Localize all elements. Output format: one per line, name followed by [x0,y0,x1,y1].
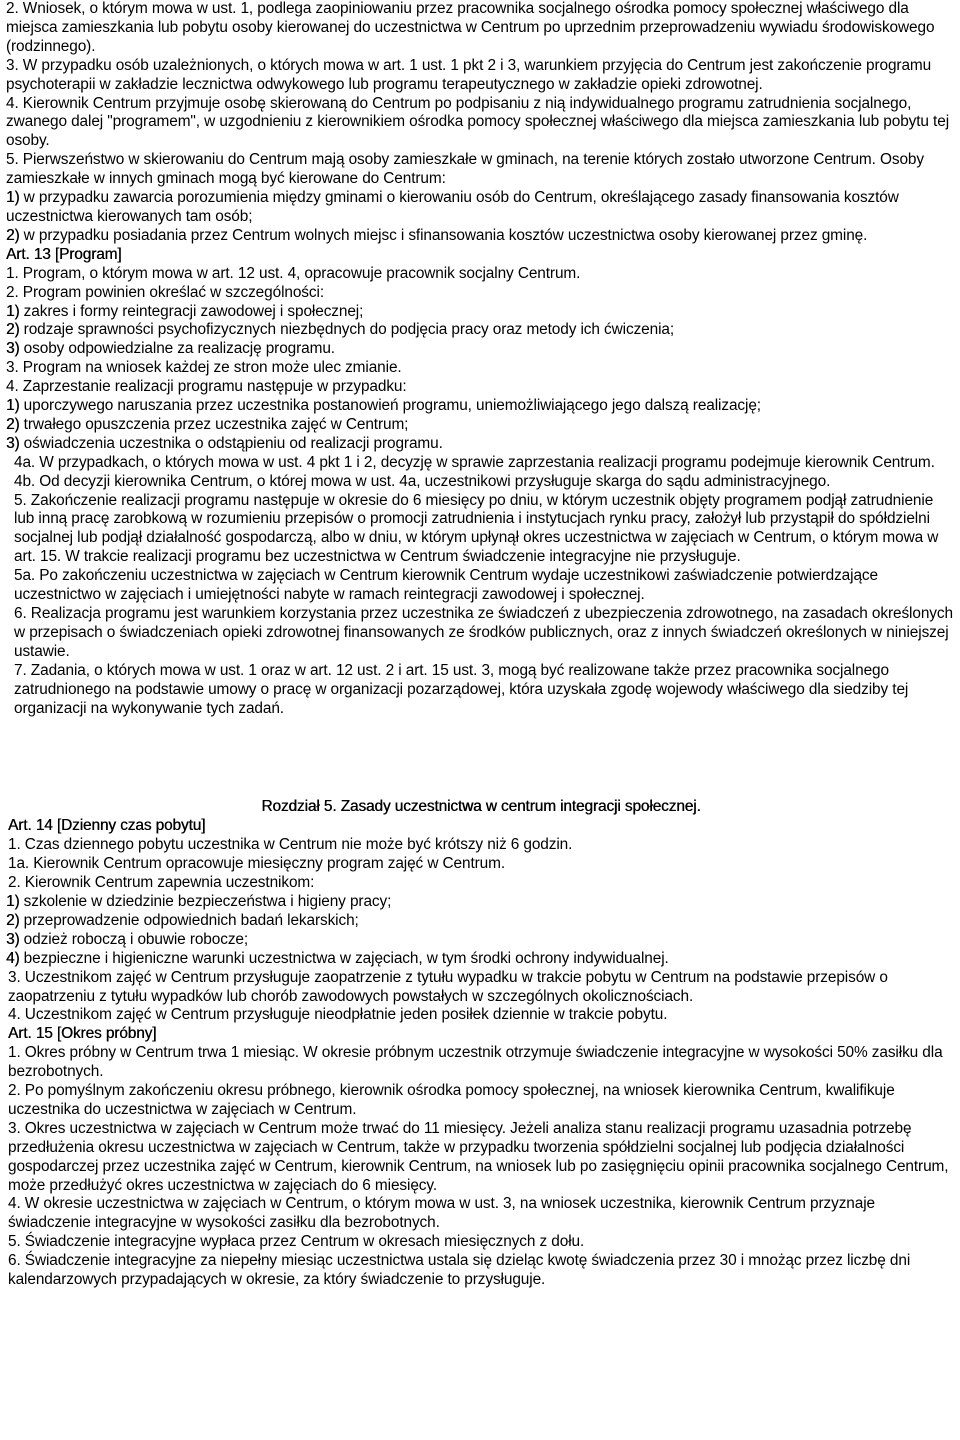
document-page [6,0,956,1290]
item-number: 1) [6,397,20,415]
item-number: 2) [6,911,20,929]
item-text: w przypadku zawarcia porozumienia między gminami o kierowaniu osób do Centrum, określającego zasady finansowania kosztów uczestnictwa kierowanych tam osób; [6,189,899,225]
art13-p4-item-3 [6,435,956,454]
item-text: rodzaje sprawności psychofizycznych niezbędnych do podjęcia pracy oraz metody ich ćwiczenia; [19,321,675,339]
art14-p2-item-2 [6,912,956,931]
item-number: 1) [6,302,20,320]
item-number: 2) [6,226,20,244]
item-number: 3) [6,434,20,452]
art14-p2-item-4 [6,950,956,969]
chapter-title: Rozdział 5. Zasady uczestnictwa w centrum integracji społecznej. [261,798,701,816]
art14-p2-item-3 [6,931,956,950]
item-number: 1) [6,189,20,207]
art13-paragraph-4: 4. Zaprzestanie realizacji programu następuje w przypadku: [6,378,407,396]
art12-item-1 [6,189,956,227]
item-text: trwałego opuszczenia przez uczestnika zajęć w Centrum; [19,415,409,433]
art13-p4-item-1 [6,397,956,416]
art15-paragraph-3: 3. Okres uczestnictwa w zajęciach w Centrum może trwać do 11 miesięcy. Jeżeli analiza stanu realizacji programu uzasadnia potrzebę przedłużenia okresu uczestnictwa w zajęciach w Centrum, także w przypadku tworzenia spółdzielni socjalnej lub podjęcia działalności gospodarczej przez uczestnika zajęć w Centrum, kierownik Centrum, na wniosek lub po zasięgnięciu opinii pracownika socjalnego Centrum, może przedłużyć okres uczestnictwa w zajęciach do 6 miesięcy. [8,1119,949,1194]
art14-paragraph-2: 2. Kierownik Centrum zapewnia uczestnikom: [8,874,315,892]
art13-paragraph-4b: 4b. Od decyzji kierownika Centrum, o której mowa w ust. 4a, uczestnikowi przysługuje skarga do sądu administracyjnego. [14,472,831,490]
art13-paragraph-2: 2. Program powinien określać w szczególności: [6,283,324,301]
art13-paragraph-4a: 4a. W przypadkach, o których mowa w ust. 4 pkt 1 i 2, decyzję w sprawie zaprzestania realizacji programu podejmuje kierownik Centrum. [14,453,935,471]
art13-paragraph-7: 7. Zadania, o których mowa w ust. 1 oraz w art. 12 ust. 2 i art. 15 ust. 3, mogą być realizowane także przez pracownika socjalnego zatrudnionego na podstawie umowy o pracę w organizacji pozarządowej, która uzyskała zgodę wojewody właściwego dla siedziby tej organizacji na wykonywanie tych zadań. [14,661,909,717]
art15-heading: Art. 15 [Okres próbny] [8,1025,157,1043]
art15-paragraph-5: 5. Świadczenie integracyjne wypłaca przez Centrum w okresach miesięcznych z dołu. [8,1233,585,1251]
section-spacer [6,718,956,792]
art13-heading: Art. 13 [Program] [6,245,122,263]
art15-paragraph-4: 4. W okresie uczestnictwa w zajęciach w Centrum, o którym mowa w ust. 3, na wniosek uczestnika, kierownik Centrum przyznaje świadczenie integracyjne w wysokości zasiłku dla bezrobotnych. [8,1195,875,1232]
art13-p2-item-3 [6,340,956,359]
art15-paragraph-2: 2. Po pomyślnym zakończeniu okresu próbnego, kierownik ośrodka pomocy społecznej, na wniosek kierownika Centrum, kwalifikuje uczestnika do uczestnictwa w zajęciach w Centrum. [8,1082,895,1118]
item-text: odzież roboczą i obuwie robocze; [19,930,249,948]
art15-paragraph-6: 6. Świadczenie integracyjne za niepełny miesiąc uczestnictwa ustala się dzieląc kwotę świadczenia przez 30 i mnożąc przez liczbę dni kalendarzowych przypadających w okresie, za który świadczenie to przysługuje. [8,1252,911,1289]
art12-paragraph-2: 2. Wniosek, o którym mowa w ust. 1, podlega zaopiniowaniu przez pracownika socjalnego ośrodka pomocy społecznej właściwego dla miejsca zamieszkania lub pobytu osoby kierowanej do uczestnictwa w Centrum po uprzednim przeprowadzeniu wywiadu środowiskowego (rodzinnego). [6,0,935,55]
item-text: bezpieczne i higieniczne warunki uczestnictwa w zajęciach, w tym środki ochrony indywidualnej. [19,949,669,967]
item-number: 3) [6,930,20,948]
art14-paragraph-1a: 1a. Kierownik Centrum opracowuje miesięczny program zajęć w Centrum. [8,855,506,873]
art13-paragraph-3: 3. Program na wniosek każdej ze stron może ulec zmianie. [6,359,402,377]
art13-paragraph-5a: 5a. Po zakończeniu uczestnictwa w zajęciach w Centrum kierownik Centrum wydaje uczestnikowi zaświadczenie potwierdzające uczestnictwo w zajęciach i umiejętności nabyte w ramach reintegracji zawodowej i społecznej. [14,567,878,604]
item-text: przeprowadzenie odpowiednich badań lekarskich; [19,911,359,929]
art13-paragraph-5: 5. Zakończenie realizacji programu następuje w okresie do 6 miesięcy po dniu, w którym uczestnik objęty programem podjął zatrudnienie lub inną pracę zarobkową w rozumieniu przepisów o promocji zatrudnienia i instytucjach rynku pracy, założył lub przystąpił do spółdzielni socjalnej lub podjął działalność gospodarczą, albo w dniu, w którym upłynął okres uczestnictwa w zajęciach w Centrum, o którym mowa w art. 15. W trakcie realizacji programu bez uczestnictwa w Centrum świadczenie integracyjne nie przysługuje. [14,491,939,566]
item-text: zakres i formy reintegracji zawodowej i społecznej; [19,302,364,320]
art15-paragraph-1: 1. Okres próbny w Centrum trwa 1 miesiąc. W okresie próbnym uczestnik otrzymuje świadczenie integracyjne w wysokości 50% zasiłku dla bezrobotnych. [8,1044,943,1081]
art13-paragraph-1: 1. Program, o którym mowa w art. 12 ust. 4, opracowuje pracownik socjalny Centrum. [6,264,581,282]
art14-paragraph-1: 1. Czas dziennego pobytu uczestnika w Centrum nie może być krótszy niż 6 godzin. [8,836,573,854]
item-number: 2) [6,415,20,433]
art13-paragraph-6: 6. Realizacja programu jest warunkiem korzystania przez uczestnika ze świadczeń z ubezpieczenia zdrowotnego, na zasadach określonych w przepisach o świadczeniach opieki zdrowotnej finansowanych ze środków publicznych, oraz z innych świadczeń określonych w niniejszej ustawie. [14,605,953,660]
item-text: osoby odpowiedzialne za realizację programu. [19,340,335,358]
art13-p4-item-2 [6,416,956,435]
art14-heading: Art. 14 [Dzienny czas pobytu] [8,817,206,835]
item-text: oświadczenia uczestnika o odstąpieniu od realizacji programu. [19,434,443,452]
item-number: 4) [6,949,20,967]
art14-paragraph-4: 4. Uczestnikom zajęć w Centrum przysługuje nieodpłatnie jeden posiłek dziennie w trakcie pobytu. [8,1006,668,1024]
item-text: szkolenie w dziedzinie bezpieczeństwa i higieny pracy; [19,892,392,910]
item-number: 1) [6,892,20,910]
art13-p2-item-1 [6,303,956,322]
item-number: 3) [6,340,20,358]
art12-item-2 [6,227,956,246]
art12-paragraph-4: 4. Kierownik Centrum przyjmuje osobę skierowaną do Centrum po podpisaniu z nią indywidualnego programu zatrudnienia socjalnego, zwanego dalej "programem", w uzgodnieniu z kierownikiem ośrodka pomocy społecznej właściwego dla miejsca zamieszkania lub pobytu tej osoby. [6,94,950,150]
art14-paragraph-3: 3. Uczestnikom zajęć w Centrum przysługuje zaopatrzenie z tytułu wypadku w trakcie pobytu w Centrum na podstawie przepisów o zaopatrzeniu z tytułu wypadków lub chorób zawodowych powstałych w szczególnych okolicznościach. [8,968,888,1005]
item-text: uporczywego naruszania przez uczestnika postanowień programu, uniemożliwiającego jego dalszą realizację; [19,397,761,415]
art12-paragraph-3: 3. W przypadku osób uzależnionych, o których mowa w art. 1 ust. 1 pkt 2 i 3, warunkiem przyjęcia do Centrum jest zakończenie programu psychoterapii w zakładzie lecznictwa odwykowego lub programu terapeutycznego w zakładzie opieki zdrowotnej. [6,56,932,93]
art13-p2-item-2 [6,321,956,340]
item-number: 2) [6,321,20,339]
art14-p2-item-1 [6,893,956,912]
item-text: w przypadku posiadania przez Centrum wolnych miejsc i sfinansowania kosztów uczestnictwa osoby kierowanej przez gminę. [19,226,868,244]
art12-paragraph-5: 5. Pierwszeństwo w skierowaniu do Centrum mają osoby zamieszkałe w gminach, na terenie których zostało utworzone Centrum. Osoby zamieszkałe w innych gminach mogą być kierowane do Centrum: [6,151,924,188]
